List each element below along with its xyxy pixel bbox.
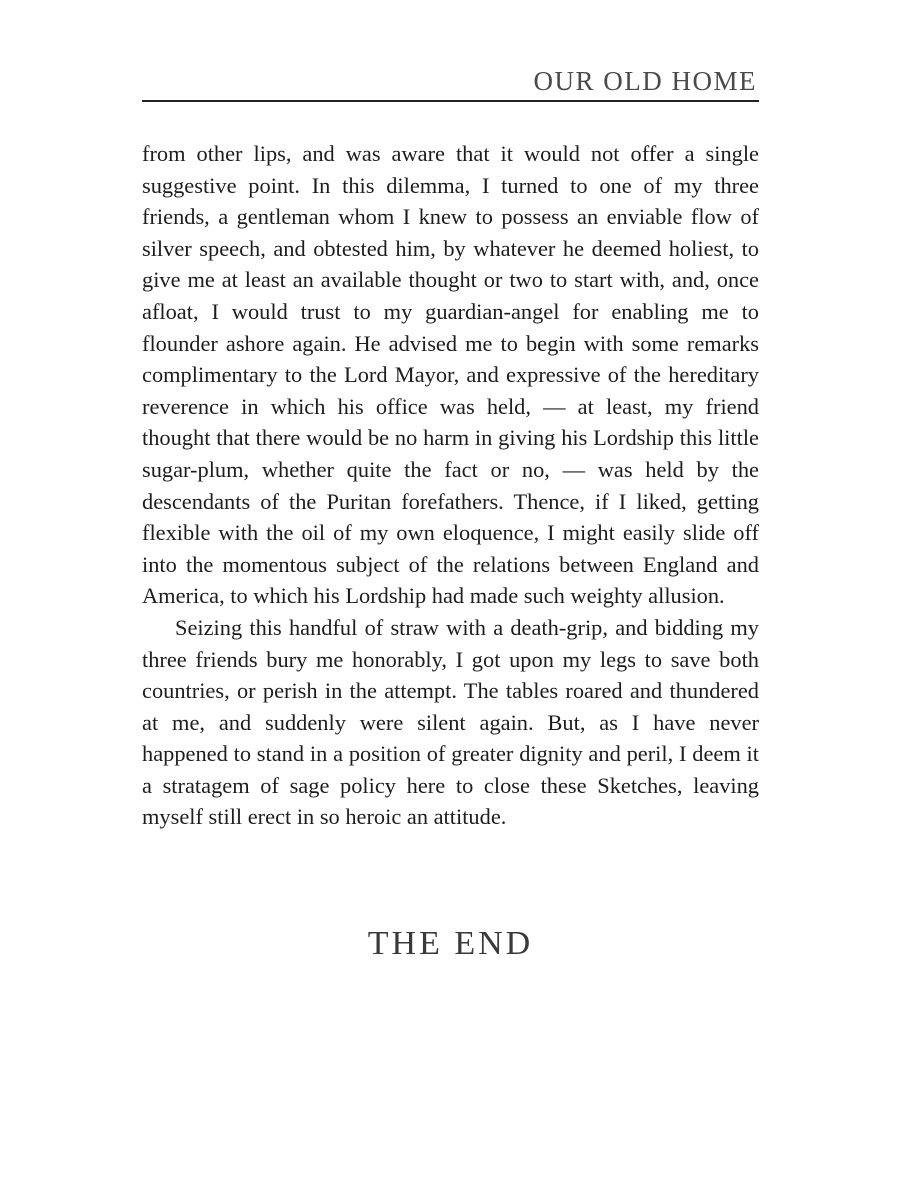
- paragraph-continued: from other lips, and was aware that it would not offer a single suggestive point. In this dilemma, I turned to one of my three friends, a gentleman whom I knew to possess an enviable flow of silver speech, and obtested him, by whatever he deemed holiest, to give me at least an available thought or two to start with, and, once afloat, I would trust to my guardian-angel for enabling me to flounder ashore again. He advised me to begin with some remarks complimentary to the Lord Mayor, and expressive of the hereditary reverence in which his office was held, — at least, my friend thought that there would be no harm in giving his Lordship this little sugar-plum, whether quite the fact or no, — was held by the descendants of the Puritan forefathers. Thence, if I liked, getting flexible with the oil of my own eloquence, I might easily slide off into the momentous subject of the relations between England and America, to which his Lordship had made such weighty allusion.: [142, 141, 759, 609]
- paragraph-final: Seizing this handful of straw with a death-grip, and bidding my three friends bury me honorably, I got upon my legs to save both countries, or perish in the attempt. The tables roared and thundered at me, and suddenly were silent again. But, as I have never happened to stand in a position of greater dignity and peril, I deem it a stratagem of sage policy here to close these Sketches, leaving myself still erect in so heroic an attitude.: [142, 614, 759, 830]
- the-end-heading: THE END: [367, 925, 534, 962]
- body-text: [142, 138, 759, 833]
- book-page: [142, 0, 759, 1200]
- header-rule: [142, 100, 759, 102]
- running-head-title: OUR OLD HOME: [533, 66, 757, 96]
